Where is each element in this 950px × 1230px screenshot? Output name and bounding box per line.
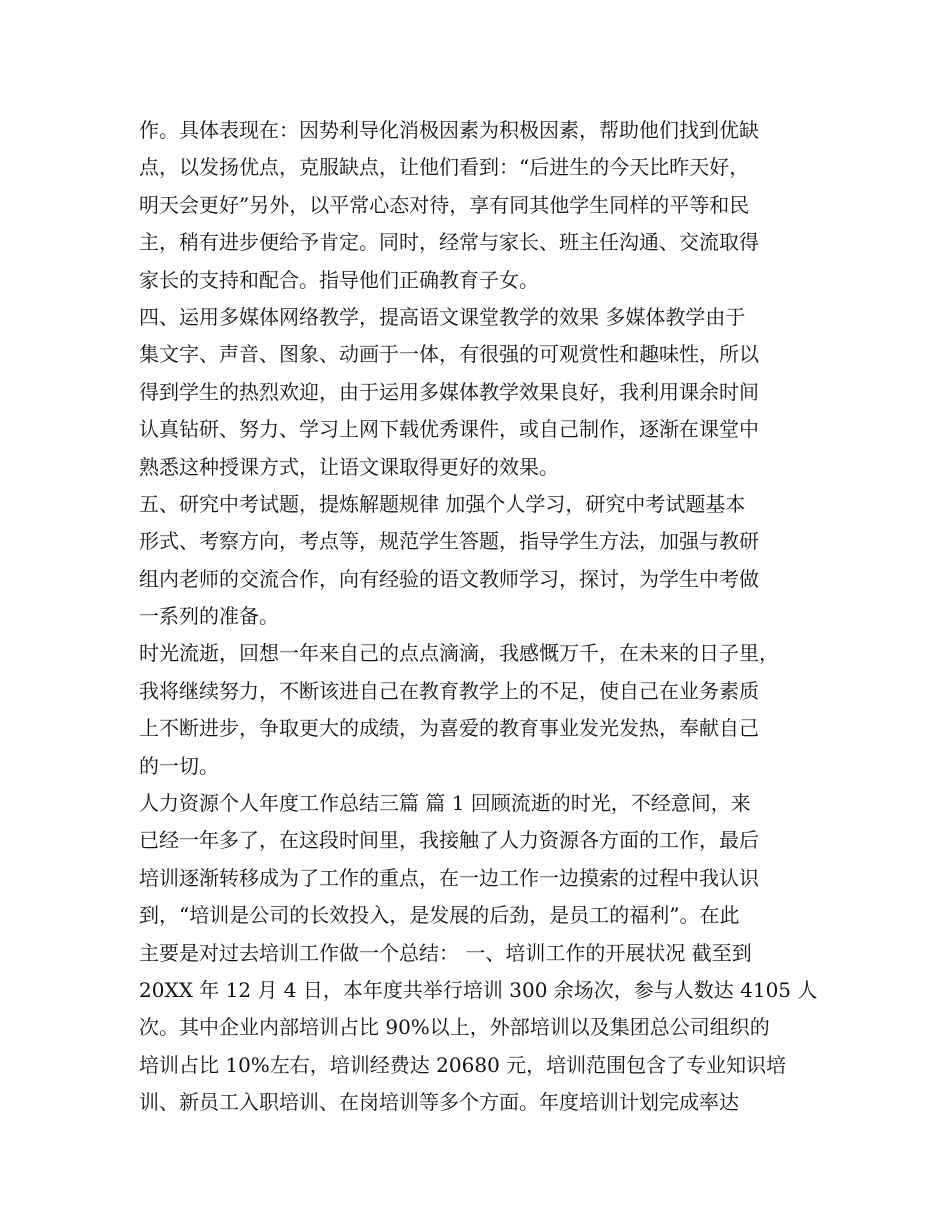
text-line: 点，以发扬优点，克服缺点，让他们看到：“后进生的今天比昨天好， [139, 155, 750, 180]
text-line: 人力资源个人年度工作总结三篇 篇 1 回顾流逝的时光，不经意间，来 [139, 791, 751, 816]
text-line: 到，“培训是公司的长效投入，是发展的后劲，是员工的福利”。在此 [139, 903, 740, 928]
text-line: 集文字、声音、图象、动画于一体，有很强的可观赏性和趣味性，所以 [139, 342, 759, 367]
text-line: 主要是对过去培训工作做一个总结： 一、培训工作的开展状况 截至到 [139, 940, 752, 965]
text-line: 20XX 年 12 月 4 日，本年度共举行培训 300 余场次，参与人数达 4105 人 [139, 977, 818, 1002]
text-line: 培训逐渐转移成为了工作的重点，在一边工作一边摸索的过程中我认识 [139, 865, 759, 890]
text-line: 五、研究中考试题，提炼解题规律 加强个人学习，研究中考试题基本 [139, 491, 746, 516]
text-line: 时光流逝，回想一年来自己的点点滴滴，我感慨万千，在未来的日子里， [139, 641, 779, 666]
document-body [139, 112, 819, 1122]
text-line: 得到学生的热烈欢迎，由于运用多媒体教学效果良好，我利用课余时间 [139, 379, 759, 404]
text-line: 一系列的准备。 [139, 604, 279, 629]
text-line: 家长的支持和配合。指导他们正确教育子女。 [139, 267, 539, 292]
text-line: 上不断进步，争取更大的成绩，为喜爱的教育事业发光发热，奉献自己 [139, 716, 759, 741]
text-line: 组内老师的交流合作，向有经验的语文教师学习，探讨，为学生中考做 [139, 566, 759, 591]
text-line: 熟悉这种授课方式，让语文课取得更好的效果。 [139, 454, 559, 479]
text-line: 认真钻研、努力、学习上网下载优秀课件，或自己制作，逐渐在课堂中 [139, 417, 759, 442]
text-line: 明天会更好”另外，以平常心态对待，享有同其他学生同样的平等和民 [139, 192, 750, 217]
text-line: 我将继续努力，不断该进自己在教育教学上的不足，使自己在业务素质 [139, 678, 759, 703]
text-line: 主，稍有进步便给予肯定。同时，经常与家长、班主任沟通、交流取得 [139, 230, 759, 255]
text-line: 次。其中企业内部培训占比 90%以上，外部培训以及集团总公司组织的 [139, 1015, 770, 1040]
text-line: 的一切。 [139, 753, 219, 778]
text-line: 作。具体表现在：因势利导化消极因素为积极因素，帮助他们找到优缺 [139, 118, 759, 142]
text-line: 已经一年多了，在这段时间里，我接触了人力资源各方面的工作，最后 [139, 828, 759, 853]
text-line: 四、运用多媒体网络教学，提高语文课堂教学的效果 多媒体教学由于 [139, 304, 746, 329]
text-line: 训、新员工入职培训、在岗培训等多个方面。年度培训计划完成率达 [139, 1090, 739, 1115]
text-line: 形式、考察方向，考点等，规范学生答题，指导学生方法，加强与教研 [139, 529, 759, 554]
text-line: 培训占比 10%左右，培训经费达 20680 元，培训范围包含了专业知识培 [139, 1052, 787, 1077]
